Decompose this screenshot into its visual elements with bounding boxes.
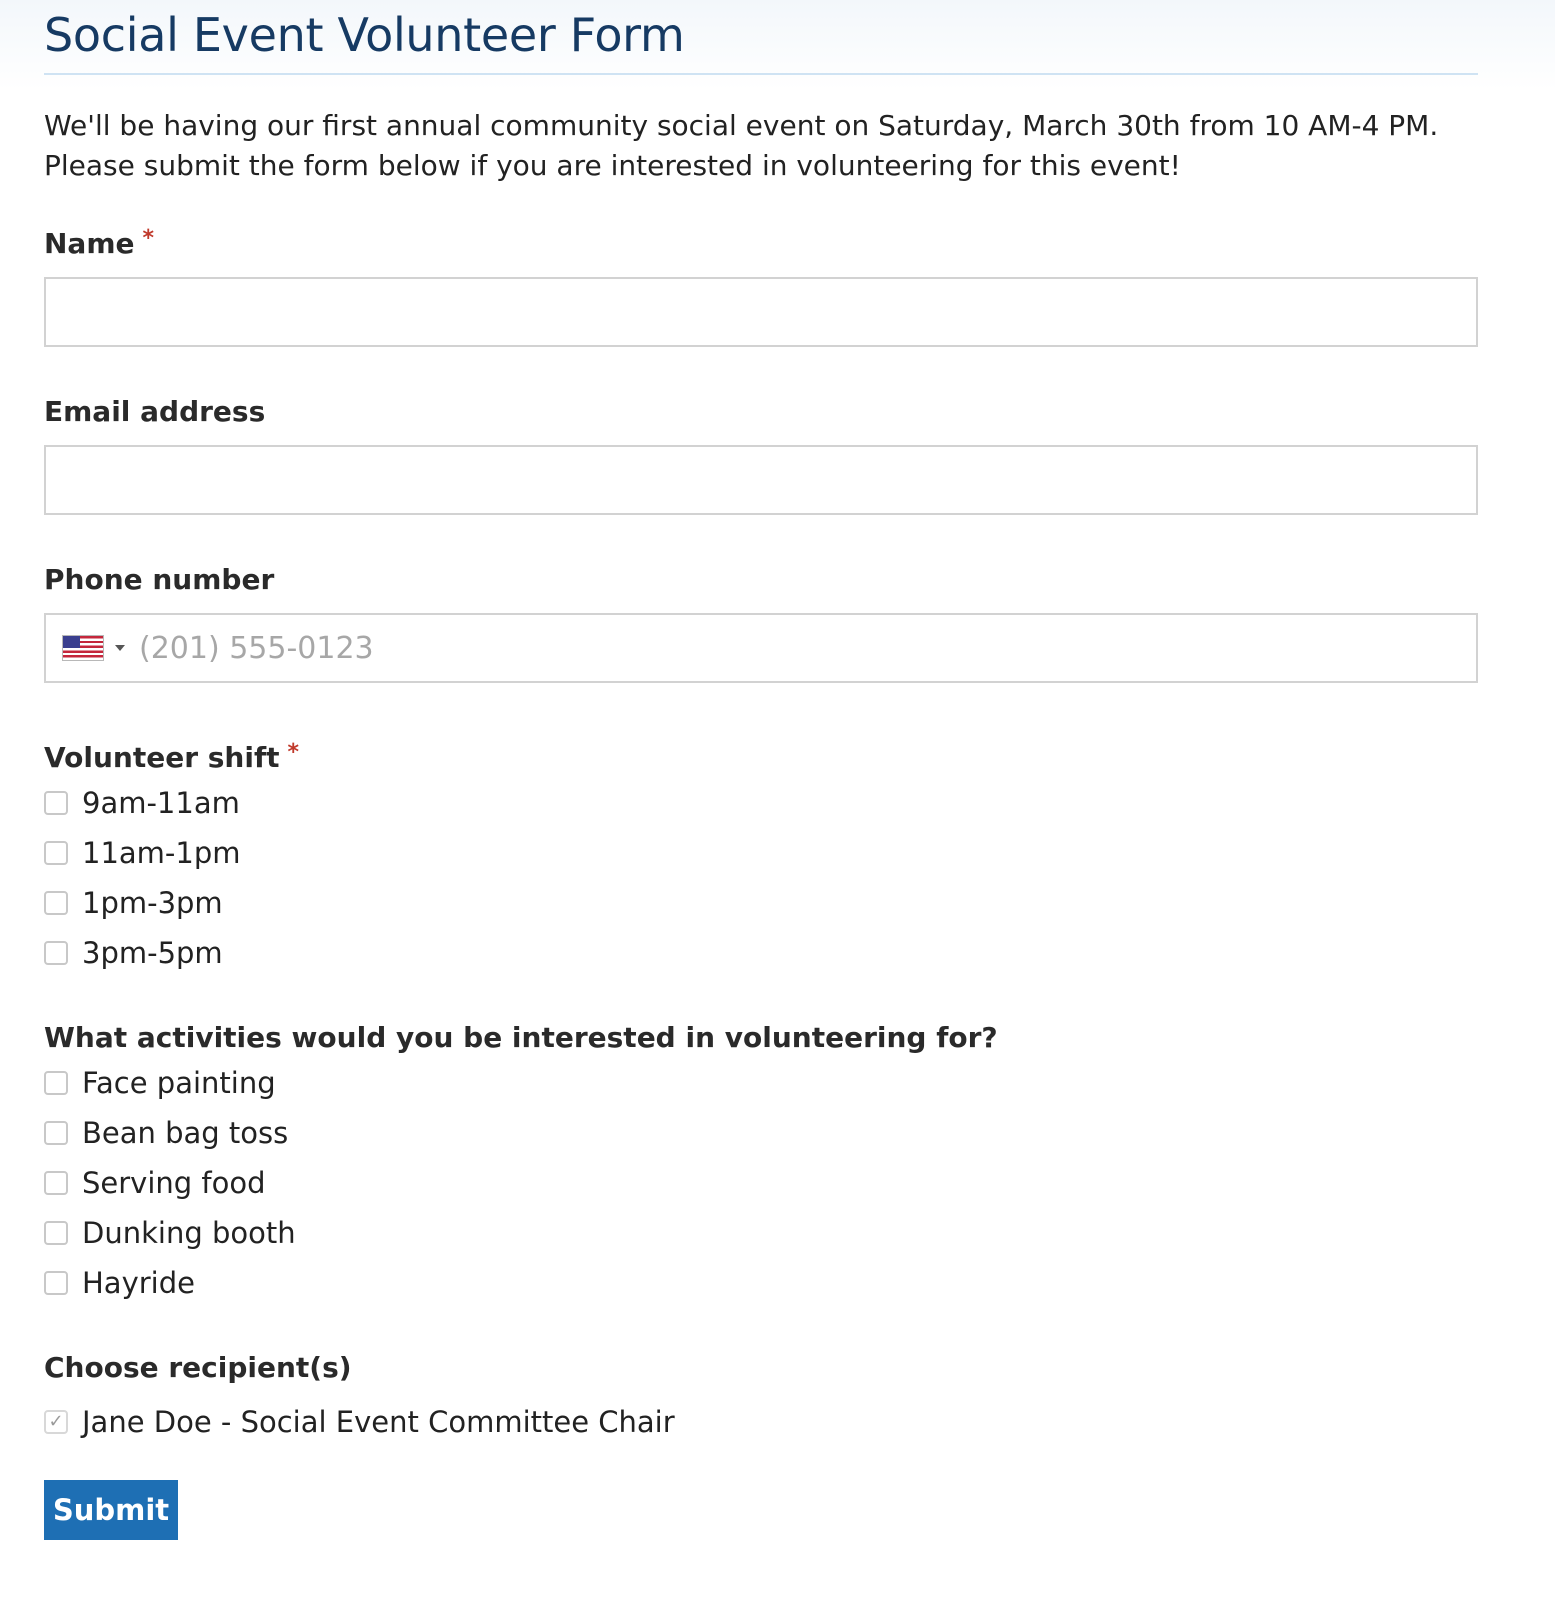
flag-canton [63, 636, 80, 648]
activity-checkbox[interactable] [44, 1171, 68, 1195]
intro-line-2: Please submit the form below if you are interested in volunteering for this event! [44, 149, 1181, 182]
recipient-checkbox[interactable] [44, 1410, 68, 1434]
email-input[interactable] [44, 445, 1478, 515]
shift-checkbox[interactable] [44, 791, 68, 815]
activity-option-label: Dunking booth [82, 1216, 296, 1250]
recipients-label: Choose recipient(s) [44, 1351, 352, 1384]
activity-checkbox[interactable] [44, 1221, 68, 1245]
activity-option-label: Bean bag toss [82, 1116, 289, 1150]
shift-option[interactable] [44, 883, 223, 923]
activity-checkbox[interactable] [44, 1121, 68, 1145]
shift-option-label: 9am-11am [82, 786, 240, 820]
activity-checkbox[interactable] [44, 1271, 68, 1295]
shift-label-text: Volunteer shift [44, 741, 280, 774]
country-dropdown-caret-icon[interactable] [115, 645, 125, 651]
shift-option[interactable] [44, 783, 240, 823]
shift-label [44, 741, 299, 774]
intro-line-1: We'll be having our first annual community social event on Saturday, March 30th from 10 AM-4 PM. [44, 109, 1439, 142]
shift-option-label: 11am-1pm [82, 836, 241, 870]
activity-option[interactable] [44, 1163, 266, 1203]
us-flag-icon[interactable] [62, 635, 104, 661]
activity-option[interactable] [44, 1263, 195, 1303]
shift-checkbox[interactable] [44, 841, 68, 865]
recipient-option[interactable] [44, 1402, 675, 1442]
activities-label: What activities would you be interested in volunteering for? [44, 1021, 998, 1054]
shift-option[interactable] [44, 933, 223, 973]
submit-button[interactable]: Submit [44, 1480, 178, 1540]
phone-label: Phone number [44, 563, 275, 596]
activity-option-label: Hayride [82, 1266, 195, 1300]
name-label-text: Name [44, 227, 135, 260]
form-intro [44, 106, 1484, 186]
name-required-marker: * [142, 226, 155, 251]
email-label: Email address [44, 395, 266, 428]
activity-option[interactable] [44, 1213, 296, 1253]
shift-checkbox[interactable] [44, 941, 68, 965]
name-input[interactable] [44, 277, 1478, 347]
activity-checkbox[interactable] [44, 1071, 68, 1095]
shift-option-label: 3pm-5pm [82, 936, 223, 970]
activity-option[interactable] [44, 1063, 276, 1103]
checkmark-icon: ✓ [48, 1411, 64, 1432]
phone-input[interactable] [44, 613, 1478, 683]
activity-option-label: Serving food [82, 1166, 266, 1200]
activity-option-label: Face painting [82, 1066, 276, 1100]
shift-required-marker: * [287, 740, 300, 765]
shift-option-label: 1pm-3pm [82, 886, 223, 920]
page-title: Social Event Volunteer Form [44, 8, 685, 62]
title-divider [44, 73, 1478, 75]
activity-option[interactable] [44, 1113, 288, 1153]
shift-checkbox[interactable] [44, 891, 68, 915]
name-label [44, 227, 154, 260]
recipient-option-label: Jane Doe - Social Event Committee Chair [82, 1405, 675, 1439]
phone-placeholder: (201) 555-0123 [139, 630, 374, 666]
shift-option[interactable] [44, 833, 241, 873]
